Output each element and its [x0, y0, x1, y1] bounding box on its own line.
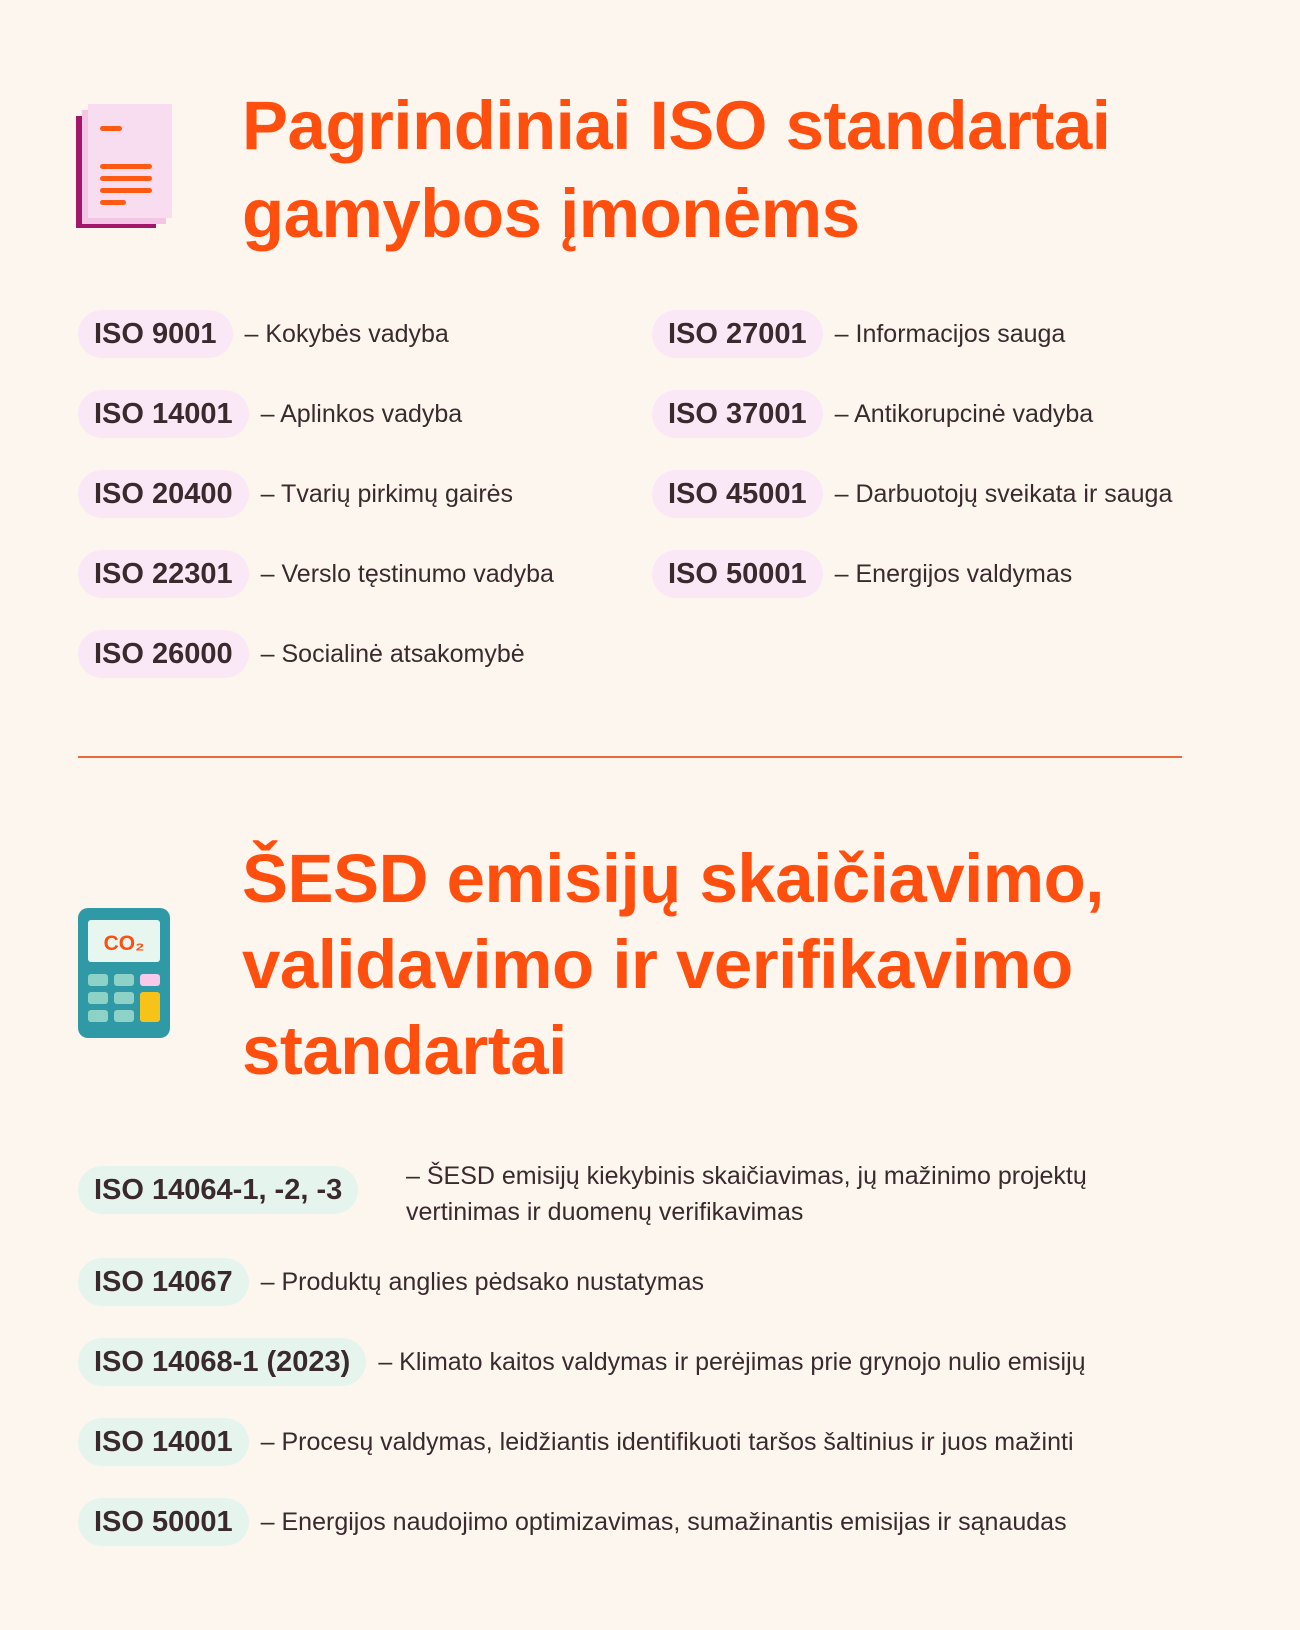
document-icon	[76, 104, 172, 232]
section-title	[242, 836, 1242, 1094]
standard-description: – Informacijos sauga	[834, 319, 1066, 348]
title-line-1: Pagrindiniai ISO standartai	[242, 87, 1111, 164]
standard-description: – Energijos naudojimo optimizavimas, sumažinantis emisijas ir sąnaudas	[260, 1507, 1067, 1536]
title-line-3: standartai	[242, 1012, 567, 1089]
co2-label: CO₂	[103, 932, 145, 955]
standard-code: ISO 45001	[652, 470, 823, 518]
standard-code: ISO 27001	[652, 310, 823, 358]
list-item	[78, 1418, 1074, 1466]
standard-code: ISO 14001	[78, 390, 249, 438]
standard-code: ISO 26000	[78, 630, 249, 678]
standard-code: ISO 50001	[652, 550, 823, 598]
standard-code: ISO 22301	[78, 550, 249, 598]
title-line-2: validavimo ir verifikavimo	[242, 926, 1073, 1003]
standard-description: – Kokybės vadyba	[244, 319, 449, 348]
standard-code: ISO 50001	[78, 1498, 249, 1546]
standard-description: – Socialinė atsakomybė	[260, 639, 525, 668]
standard-description: – Tvarių pirkimų gairės	[260, 479, 514, 508]
section-divider	[78, 756, 1182, 758]
standard-description: – Klimato kaitos valdymas ir perėjimas prie grynojo nulio emisijų	[378, 1347, 1086, 1376]
standard-description: – Energijos valdymas	[834, 559, 1073, 588]
list-item	[78, 390, 462, 438]
standard-code: ISO 37001	[652, 390, 823, 438]
standard-code: ISO 14001	[78, 1418, 249, 1466]
standard-description: – Procesų valdymas, leidžiantis identifikuoti taršos šaltinius ir juos mažinti	[260, 1427, 1074, 1456]
page-title	[242, 82, 1252, 258]
list-item	[78, 1166, 358, 1214]
list-item	[78, 550, 554, 598]
standard-description: – Verslo tęstinumo vadyba	[260, 559, 554, 588]
list-item	[652, 470, 1172, 518]
standard-description: – Antikorupcinė vadyba	[834, 399, 1094, 428]
list-item	[652, 310, 1065, 358]
standard-description	[406, 1158, 1206, 1230]
list-item	[78, 1338, 1086, 1386]
list-item	[78, 630, 525, 678]
standard-description: – Aplinkos vadyba	[260, 399, 463, 428]
list-item	[652, 390, 1093, 438]
list-item	[78, 1258, 704, 1306]
standard-code: ISO 9001	[78, 310, 233, 358]
list-item	[78, 470, 513, 518]
list-item	[652, 550, 1072, 598]
title-line-2: gamybos įmonėms	[242, 175, 860, 252]
list-item	[78, 310, 449, 358]
standard-code: ISO 14067	[78, 1258, 249, 1306]
co2-calculator-icon	[78, 908, 170, 1038]
standard-description: – Produktų anglies pėdsako nustatymas	[260, 1267, 704, 1296]
standard-description: – Darbuotojų sveikata ir sauga	[834, 479, 1173, 508]
standard-code: ISO 20400	[78, 470, 249, 518]
description-line-2: vertinimas ir duomenų verifikavimas	[406, 1198, 804, 1226]
description-line-1: – ŠESD emisijų kiekybinis skaičiavimas, jų mažinimo projektų	[406, 1162, 1087, 1190]
title-line-1: ŠESD emisijų skaičiavimo,	[242, 840, 1104, 917]
standard-code: ISO 14068-1 (2023)	[78, 1338, 366, 1386]
standard-code: ISO 14064-1, -2, -3	[78, 1166, 358, 1214]
list-item	[78, 1498, 1067, 1546]
